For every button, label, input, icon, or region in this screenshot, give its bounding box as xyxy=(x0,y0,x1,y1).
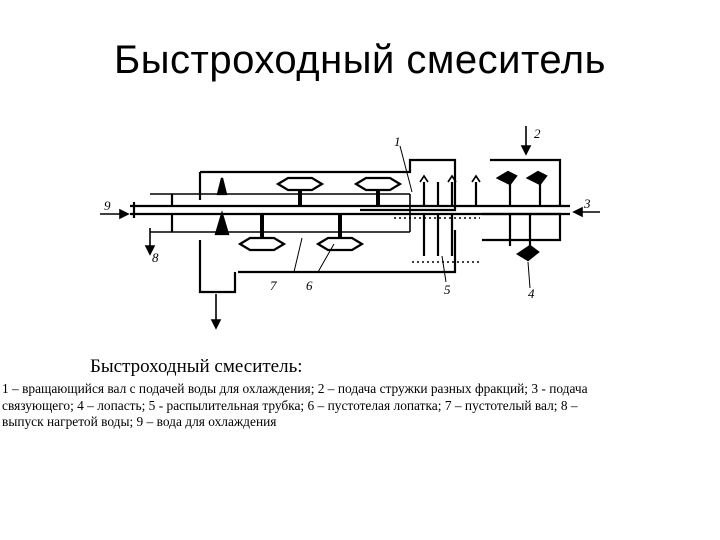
label-6: 6 xyxy=(306,278,313,293)
label-5: 5 xyxy=(444,282,451,297)
paddle xyxy=(498,172,516,184)
hollow-paddle xyxy=(278,178,322,190)
caption-line: выпуск нагретой воды; 9 – вода для охлаждения xyxy=(2,414,277,429)
label-7: 7 xyxy=(270,278,277,293)
spray-tube xyxy=(424,182,476,206)
caption-legend xyxy=(2,381,718,431)
label-3: 3 xyxy=(584,196,591,211)
slide-title: Быстроходный смеситель xyxy=(114,38,606,82)
label-8: 8 xyxy=(152,250,159,265)
label-2: 2 xyxy=(534,126,541,141)
caption-line: 1 – вращающийся вал с подачей воды для охлаждения; 2 – подача стружки разных фракций; 3 - подача xyxy=(2,381,588,396)
mixer-body xyxy=(200,160,455,210)
label-1: 1 xyxy=(394,134,401,149)
label-9: 9 xyxy=(104,198,111,213)
caption-line: связующего; 4 – лопасть; 5 - распылительная трубка; 6 – пустотелая лопатка; 7 – пустотелый вал; 8 – xyxy=(2,397,578,413)
caption-title: Быстроходный смеситель: xyxy=(90,356,303,377)
label-4: 4 xyxy=(528,286,535,301)
mixer-diagram xyxy=(90,122,630,334)
